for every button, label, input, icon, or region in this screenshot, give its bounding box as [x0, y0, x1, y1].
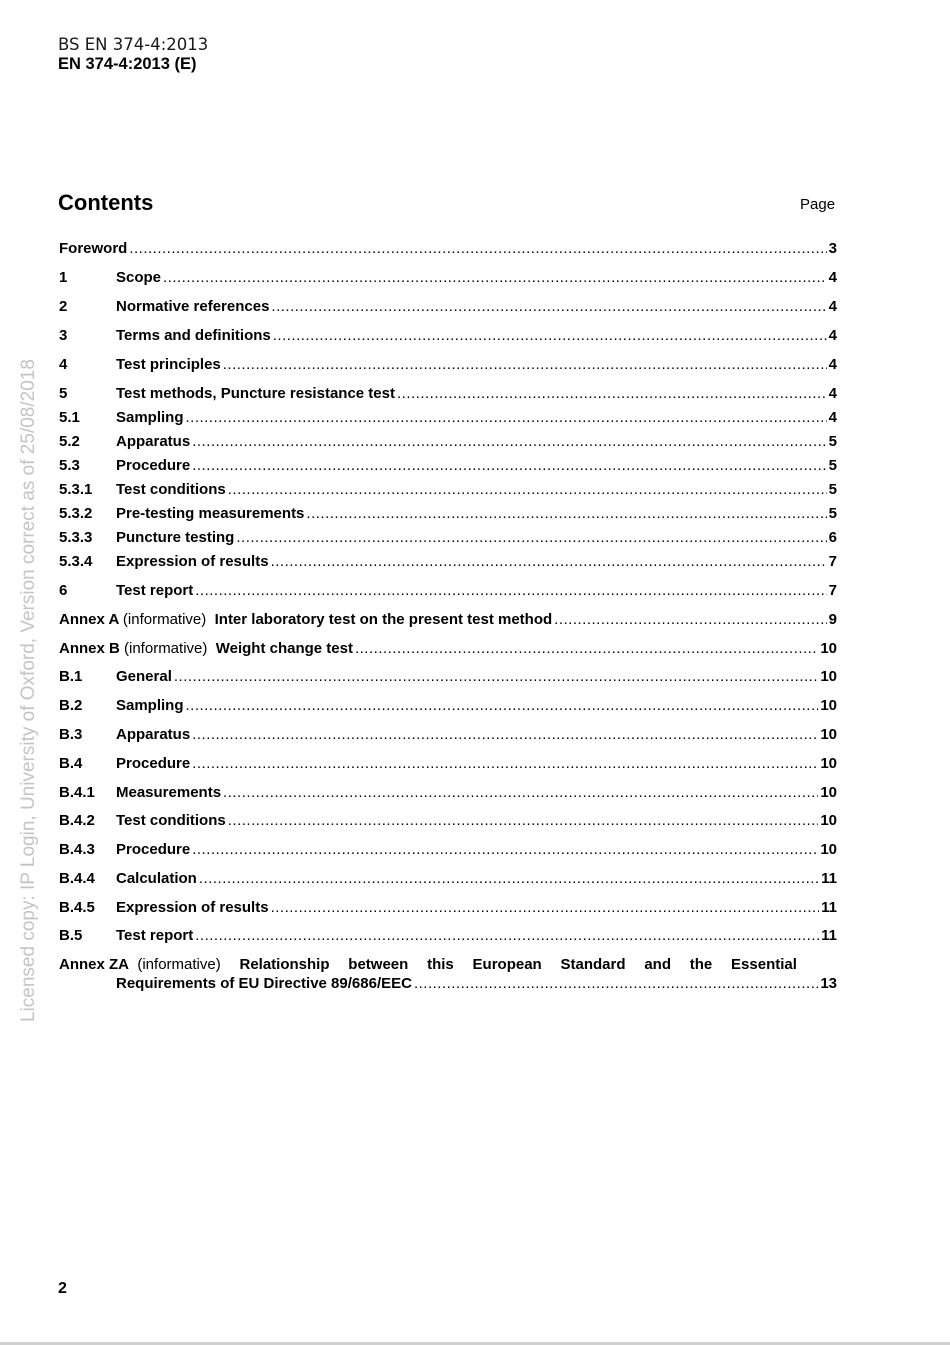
toc-entry-number: 5.2	[59, 433, 80, 450]
toc-annex-title: Annex B (informative) Weight change test	[59, 640, 353, 657]
toc-entry[interactable]	[59, 899, 837, 919]
toc-entry-title: Procedure	[116, 457, 191, 474]
toc-entry[interactable]	[59, 529, 837, 549]
toc-leader-dots	[192, 726, 818, 743]
toc-entry-page: 5	[828, 457, 837, 474]
annex-za-continuation[interactable]	[59, 975, 837, 995]
toc-entry-number: 6	[59, 582, 68, 599]
toc-entry[interactable]	[59, 927, 837, 947]
toc-leader-dots	[414, 975, 818, 992]
toc-entry-title: Sampling	[116, 409, 184, 426]
toc-leader-dots	[397, 385, 827, 402]
annex-za-word: the	[689, 956, 713, 973]
toc-leader-dots	[192, 841, 818, 858]
toc-entry-page: 13	[820, 975, 837, 992]
toc-entry[interactable]	[59, 409, 837, 429]
toc-entry-number: 5.3	[59, 457, 80, 474]
toc-entry-title: Test conditions	[116, 812, 226, 829]
toc-leader-dots	[228, 481, 827, 498]
toc-entry-page: 9	[828, 611, 837, 628]
toc-entry-number: B.4.3	[59, 841, 95, 858]
toc-leader-dots	[223, 356, 827, 373]
toc-entry[interactable]	[59, 457, 837, 477]
toc-leader-dots	[223, 784, 818, 801]
toc-entry[interactable]	[59, 611, 837, 631]
toc-entry-page: 7	[828, 553, 837, 570]
annex-za-word: and	[644, 956, 671, 973]
toc-leader-dots	[195, 582, 826, 599]
toc-entry[interactable]	[59, 726, 837, 746]
toc-leader-dots	[192, 433, 826, 450]
toc-entry-number: 5.1	[59, 409, 80, 426]
toc-entry[interactable]	[59, 582, 837, 602]
toc-entry-title: Test report	[116, 582, 194, 599]
toc-entry-title: Procedure	[116, 841, 191, 858]
toc-entry-page: 11	[821, 870, 837, 887]
toc-entry-number: B.5	[59, 927, 83, 944]
annex-za-label: Annex ZA (informative)	[59, 956, 221, 973]
toc-entry-title: Sampling	[116, 697, 184, 714]
toc-entry[interactable]	[59, 784, 837, 804]
annex-za-word: European	[472, 956, 542, 973]
toc-entry-number: 4	[59, 356, 68, 373]
toc-entry[interactable]	[59, 697, 837, 717]
toc-entry-page: 10	[820, 640, 837, 657]
toc-leader-dots	[174, 668, 818, 685]
toc-entry[interactable]	[59, 755, 837, 775]
toc-entry-page: 4	[828, 269, 837, 286]
toc-leader-dots	[271, 298, 826, 315]
toc-leader-dots	[236, 529, 826, 546]
toc-leader-dots	[129, 240, 826, 257]
toc-entry[interactable]	[59, 812, 837, 832]
toc-entry[interactable]	[59, 640, 837, 660]
toc-entry-page: 4	[828, 409, 837, 426]
toc-entry-number: 5.3.3	[59, 529, 93, 546]
header-standard-en: EN 374-4:2013 (E)	[58, 55, 197, 73]
annex-za-word: Standard	[560, 956, 626, 973]
toc-entry[interactable]	[59, 433, 837, 453]
toc-entry-page: 4	[828, 298, 837, 315]
contents-heading: Contents	[58, 190, 154, 215]
toc-leader-dots	[271, 899, 820, 916]
toc-entry-title: Expression of results	[116, 553, 269, 570]
toc-entry-title: Measurements	[116, 784, 222, 801]
toc-entry-number: 5.3.4	[59, 553, 93, 570]
toc-entry-title: Test principles	[116, 356, 221, 373]
toc-entry-title: Test conditions	[116, 481, 226, 498]
toc-entry-page: 10	[820, 841, 837, 858]
toc-entry-page: 4	[828, 327, 837, 344]
toc-entry-number: B.1	[59, 668, 83, 685]
toc-entry-title: Terms and definitions	[116, 327, 271, 344]
toc-entry-number: 5	[59, 385, 68, 402]
toc-entry-page: 10	[820, 784, 837, 801]
toc-entry[interactable]	[59, 385, 837, 405]
toc-entry[interactable]	[59, 269, 837, 289]
toc-entry[interactable]	[59, 841, 837, 861]
toc-entry-number: 5.3.1	[59, 481, 93, 498]
annex-za-word: Essential	[731, 956, 797, 973]
toc-entry[interactable]	[59, 870, 837, 890]
toc-entry[interactable]	[59, 553, 837, 573]
toc-entry-page: 4	[828, 385, 837, 402]
page-column-label: Page	[800, 196, 836, 213]
toc-leader-dots	[186, 409, 827, 426]
toc-entry[interactable]	[59, 481, 837, 501]
toc-entry-number: B.4.1	[59, 784, 95, 801]
toc-entry-title: Foreword	[59, 240, 128, 257]
toc-entry-page: 6	[828, 529, 837, 546]
toc-entry-number: B.4.2	[59, 812, 95, 829]
toc-entry-page: 11	[821, 899, 837, 916]
toc-leader-dots	[306, 505, 826, 522]
toc-entry-number: B.4.5	[59, 899, 95, 916]
toc-entry-title: Expression of results	[116, 899, 269, 916]
toc-entry[interactable]	[59, 327, 837, 347]
toc-entry-number: B.4	[59, 755, 83, 772]
toc-leader-dots	[554, 611, 826, 628]
toc-entry-page: 10	[820, 755, 837, 772]
toc-entry-title: Apparatus	[116, 433, 191, 450]
toc-entry-page: 5	[828, 481, 837, 498]
toc-entry[interactable]	[59, 668, 837, 688]
toc-entry-number: B.2	[59, 697, 83, 714]
toc-entry[interactable]	[59, 240, 837, 260]
toc-leader-dots	[163, 269, 827, 286]
toc-entry-page: 7	[828, 582, 837, 599]
toc-entry-page: 10	[820, 812, 837, 829]
toc-entry-number: B.3	[59, 726, 83, 743]
toc-leader-dots	[192, 755, 818, 772]
toc-entry-page: 4	[828, 356, 837, 373]
annex-za-heading[interactable]	[59, 956, 797, 976]
toc-leader-dots	[195, 927, 819, 944]
toc-leader-dots	[199, 870, 819, 887]
toc-entry-page: 5	[828, 433, 837, 450]
toc-entry-number: 2	[59, 298, 68, 315]
toc-entry-page: 10	[820, 726, 837, 743]
annex-za-word: between	[348, 956, 409, 973]
toc-entry-title: Normative references	[116, 298, 270, 315]
toc-entry-title: Procedure	[116, 755, 191, 772]
toc-entry-number: B.4.4	[59, 870, 95, 887]
toc-annex-title: Annex A (informative) Inter laboratory test on the present test method	[59, 611, 553, 628]
toc-entry-page: 11	[821, 927, 837, 944]
toc-leader-dots	[192, 457, 826, 474]
toc-entry-number: 1	[59, 269, 68, 286]
toc-entry-page: 5	[828, 505, 837, 522]
toc-leader-dots	[355, 640, 818, 657]
toc-entry[interactable]	[59, 505, 837, 525]
toc-entry-page: 10	[820, 697, 837, 714]
toc-leader-dots	[271, 553, 827, 570]
license-watermark: Licensed copy: IP Login, University of Oxford, Version correct as of 25/08/2018	[18, 359, 39, 1022]
toc-entry-title: Calculation	[116, 870, 197, 887]
toc-entry-number: 5.3.2	[59, 505, 93, 522]
toc-entry-title: General	[116, 668, 172, 685]
header-standard-bs: BS EN 374-4:2013	[58, 35, 209, 54]
toc-entry-title: Pre-testing measurements	[116, 505, 305, 522]
toc-entry[interactable]	[59, 356, 837, 376]
annex-za-word: this	[427, 956, 454, 973]
toc-entry-page: 10	[820, 668, 837, 685]
toc-entry-title: Test methods, Puncture resistance test	[116, 385, 395, 402]
toc-entry-title: Requirements of EU Directive 89/686/EEC	[116, 975, 412, 992]
toc-leader-dots	[273, 327, 827, 344]
toc-leader-dots	[228, 812, 819, 829]
toc-entry-title: Puncture testing	[116, 529, 235, 546]
toc-entry-number: 3	[59, 327, 68, 344]
toc-entry[interactable]	[59, 298, 837, 318]
toc-entry-title: Test report	[116, 927, 194, 944]
toc-entry-title: Apparatus	[116, 726, 191, 743]
toc-entry-title: Scope	[116, 269, 162, 286]
annex-za-word: Relationship	[239, 956, 330, 973]
toc-leader-dots	[186, 697, 819, 714]
page-number: 2	[58, 1280, 67, 1297]
toc-entry-page: 3	[828, 240, 837, 257]
